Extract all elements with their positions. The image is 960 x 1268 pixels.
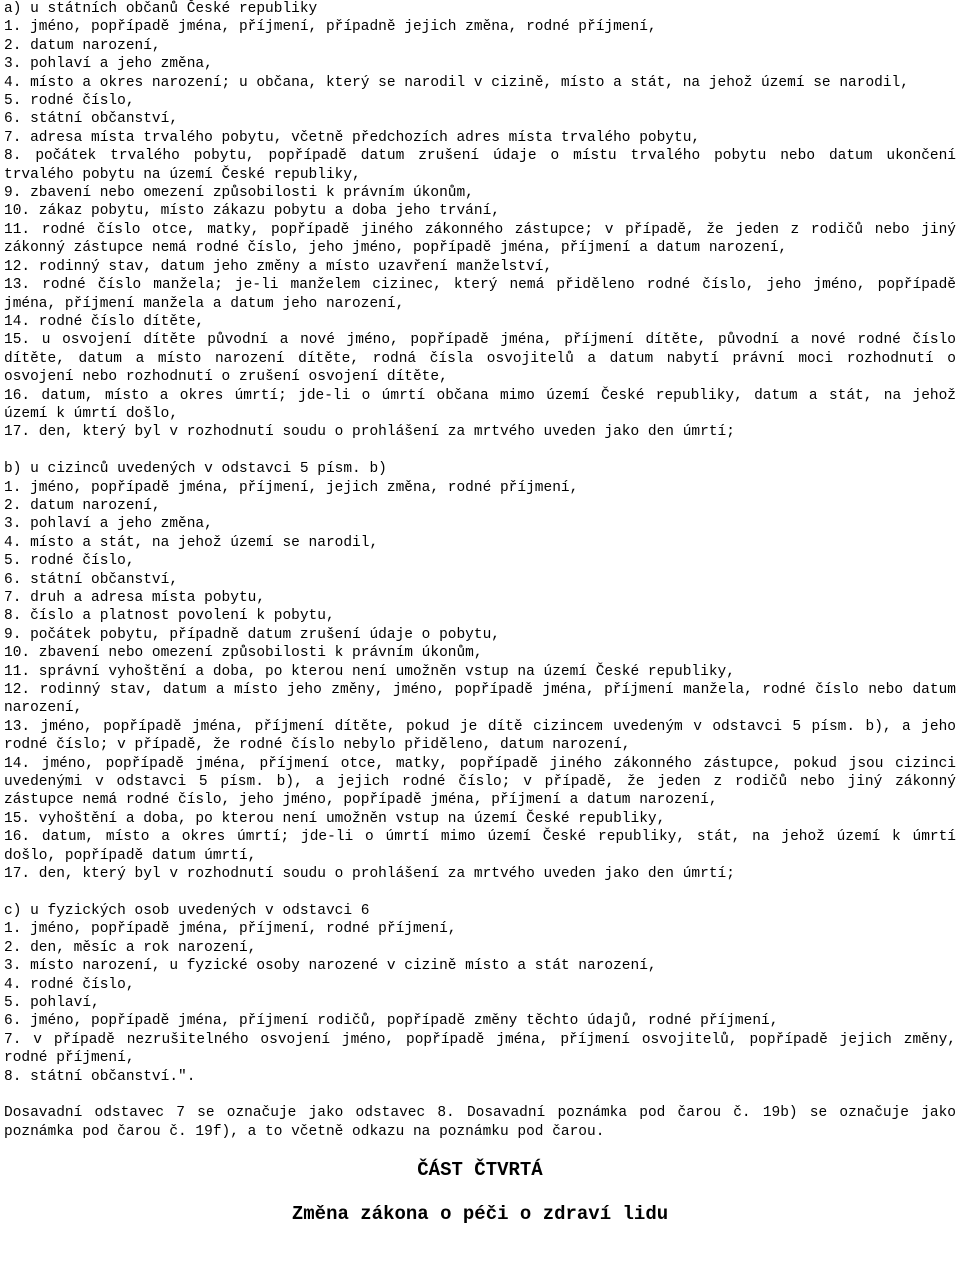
section-b-item: 7. druh a adresa místa pobytu, xyxy=(4,589,266,606)
section-a-item: 10. zákaz pobytu, místo zákazu pobytu a doba jeho trvání, xyxy=(4,203,500,220)
section-b-item: 17. den, který byl v rozhodnutí soudu o prohlášení za mrtvého uveden jako den úmrtí; xyxy=(4,866,735,883)
section-b-title: b) u cizinců uvedených v odstavci 5 písm. b) xyxy=(4,461,387,478)
section-b-item: 6. státní občanství, xyxy=(4,571,179,588)
section-a xyxy=(4,0,956,442)
section-b-item: 10. zbavení nebo omezení způsobilosti k právním úkonům, xyxy=(4,645,483,662)
section-a-item: 4. místo a okres narození; u občana, který se narodil v cizině, místo a stát, na jehož území se narodil, xyxy=(4,74,909,91)
section-b-item: 12. rodinný stav, datum a místo jeho změny, jméno, popřípadě jména, příjmení manžela, rodné číslo nebo datum narození, xyxy=(4,682,956,717)
section-c-item: 2. den, měsíc a rok narození, xyxy=(4,939,257,956)
section-a-item: 2. datum narození, xyxy=(4,37,161,54)
section-c-title: c) u fyzických osob uvedených v odstavci 6 xyxy=(4,902,370,919)
section-c-item: 8. státní občanství.". xyxy=(4,1068,196,1085)
section-b-item: 8. číslo a platnost povolení k pobytu, xyxy=(4,608,335,625)
section-a-title: a) u státních občanů České republiky xyxy=(4,1,318,17)
section-b-item: 9. počátek pobytu, případně datum zrušení údaje o pobytu, xyxy=(4,626,500,643)
spacer xyxy=(4,1086,956,1104)
section-c-item: 4. rodné číslo, xyxy=(4,976,135,993)
section-c-item: 5. pohlaví, xyxy=(4,994,100,1011)
section-c xyxy=(4,902,956,1086)
section-b-item: 13. jméno, popřípadě jména, příjmení dítěte, pokud je dítě cizincem uvedeným v odstavci 5 písm. b), a jeho rodné číslo; v případě, že rodné číslo nebylo přiděleno, datum narození, xyxy=(4,718,956,754)
section-b-item: 1. jméno, popřípadě jména, příjmení, jejich změna, rodné příjmení, xyxy=(4,479,579,496)
spacer xyxy=(4,883,956,901)
section-b-item: 4. místo a stát, na jehož území se narodil, xyxy=(4,534,379,551)
section-a-item: 16. datum, místo a okres úmrtí; jde-li o úmrtí občana mimo území České republiky, datum a stát, na jehož území k úmrtí došlo, xyxy=(4,387,956,422)
part-heading: ČÁST ČTVRTÁ xyxy=(417,1159,543,1182)
section-a-item: 13. rodné číslo manžela; je-li manželem cizinec, který nemá přiděleno rodné číslo, jeho jméno, popřípadě jména, příjmení manžela a datum jeho narození, xyxy=(4,277,956,312)
section-c-item: 3. místo narození, u fyzické osoby narozené v cizině místo a stát narození, xyxy=(4,958,657,975)
section-a-item: 8. počátek trvalého pobytu, popřípadě datum zrušení údaje o místu trvalého pobytu nebo datum ukončení trvalého pobytu na území České republiky, xyxy=(4,148,956,183)
section-a-item: 6. státní občanství, xyxy=(4,111,179,128)
section-c-item: 1. jméno, popřípadě jména, příjmení, rodné příjmení, xyxy=(4,921,457,938)
section-a-item: 12. rodinný stav, datum jeho změny a místo uzavření manželství, xyxy=(4,258,553,275)
section-a-item: 17. den, který byl v rozhodnutí soudu o prohlášení za mrtvého uveden jako den úmrtí; xyxy=(4,424,735,441)
section-a-item: 3. pohlaví a jeho změna, xyxy=(4,56,213,73)
section-b-item: 2. datum narození, xyxy=(4,497,161,514)
section-b-item: 15. vyhoštění a doba, po kterou není umožněn vstup na území České republiky, xyxy=(4,810,666,827)
section-a-item: 9. zbavení nebo omezení způsobilosti k právním úkonům, xyxy=(4,185,474,202)
section-a-item: 5. rodné číslo, xyxy=(4,93,135,110)
section-c-item: 7. v případě nezrušitelného osvojení jméno, popřípadě jména, příjmení osvojitelů, popřípadě jejich změny, rodné příjmení, xyxy=(4,1031,956,1067)
section-a-item: 11. rodné číslo otce, matky, popřípadě jiného zákonného zástupce; v případě, že jeden z rodičů nebo jiný zákonný zástupce nemá rodné číslo, jeho jméno, popřípadě jména, příjmení a datum narození, xyxy=(4,221,956,257)
section-b-item: 5. rodné číslo, xyxy=(4,553,135,570)
section-b-item: 11. správní vyhoštění a doba, po kterou není umožněn vstup na území České republiky, xyxy=(4,663,735,680)
section-a-item: 14. rodné číslo dítěte, xyxy=(4,313,205,330)
section-a-item: 15. u osvojení dítěte původní a nové jméno, popřípadě jména, příjmení dítěte, původní a nové rodné číslo dítěte, datum a místo narození dítěte, rodná čísla osvojitelů a datum nabytí právní moci rozhodnutí o osvojení nebo rozhodnutí o zrušení osvojení dítěte, xyxy=(4,332,956,386)
closing-paragraph: Dosavadní odstavec 7 se označuje jako odstavec 8. Dosavadní poznámka pod čarou č. 19b) se označuje jako poznámka pod čarou č. 19f), a to včetně odkazu na poznámku pod čarou. xyxy=(4,1105,956,1140)
spacer xyxy=(4,442,956,460)
section-b-item: 16. datum, místo a okres úmrtí; jde-li o úmrtí mimo území České republiky, stát, na jehož území k úmrtí došlo, popřípadě datum úmrtí, xyxy=(4,829,956,864)
law-heading: Změna zákona o péči o zdraví lidu xyxy=(291,1203,669,1226)
section-b-item: 14. jméno, popřípadě jména, příjmení otce, matky, popřípadě jiného zákonného zástupce, pokud jsou cizinci uvedenými v odstavci 5 písm. b), a jejich rodné číslo; v případě, že jeden z rodičů nebo jiný zákonný zástupce nemá rodné číslo, jeho jméno, popřípadě jména, příjmení a datum narození, xyxy=(4,755,956,809)
section-b-item: 3. pohlaví a jeho změna, xyxy=(4,516,213,533)
section-c-item: 6. jméno, popřípadě jména, příjmení rodičů, popřípadě změny těchto údajů, rodné příjmení, xyxy=(4,1013,779,1030)
section-a-item: 1. jméno, popřípadě jména, příjmení, případně jejich změna, rodné příjmení, xyxy=(4,19,657,36)
section-a-item: 7. adresa místa trvalého pobytu, včetně předchozích adres místa trvalého pobytu, xyxy=(4,129,701,146)
section-b xyxy=(4,460,956,883)
